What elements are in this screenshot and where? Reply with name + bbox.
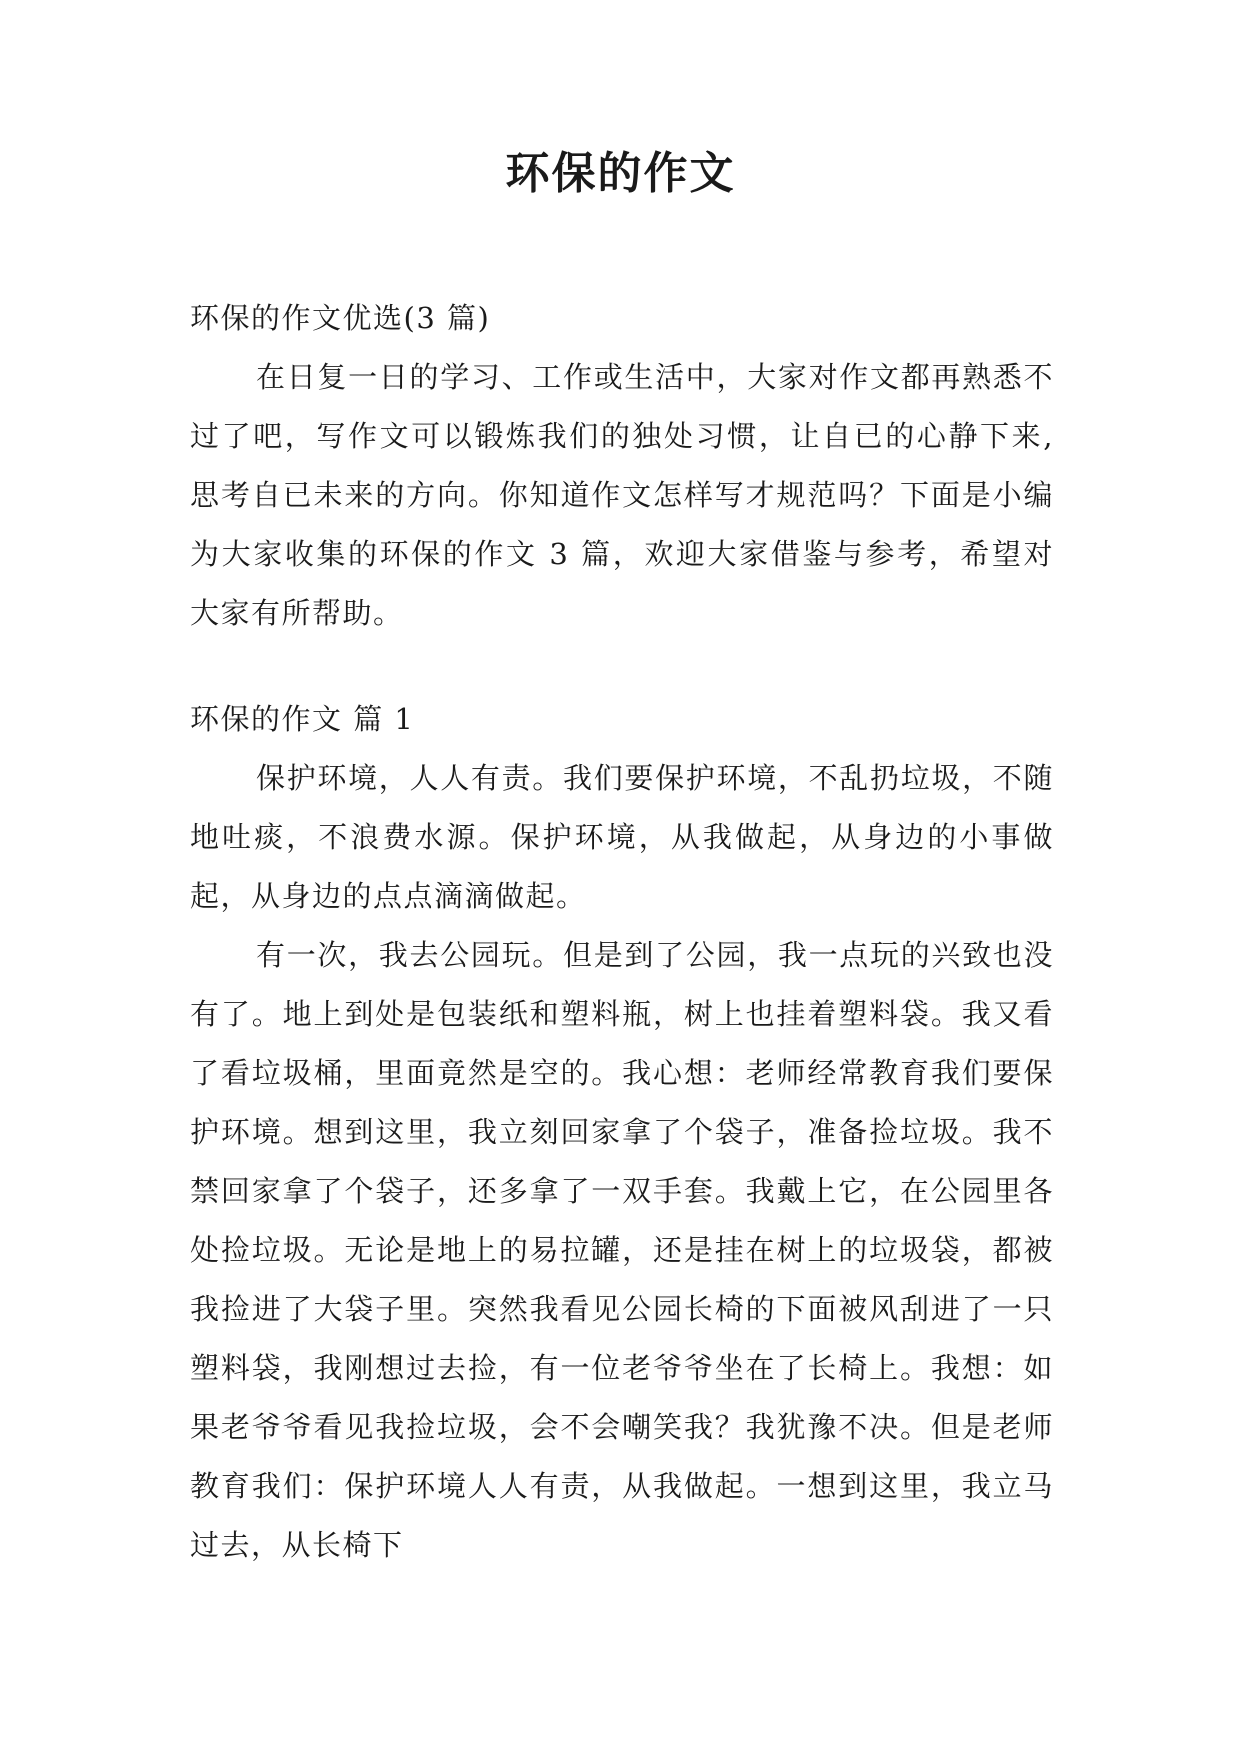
document-body (190, 289, 1054, 1575)
section-gap (190, 643, 1054, 690)
section-1-paragraph-1: 保护环境，人人有责。我们要保护环境，不乱扔垃圾，不随地吐痰，不浪费水源。保护环境，从我做起，从身边的小事做起，从身边的点点滴滴做起。 (190, 761, 1054, 913)
document-subtitle: 环保的作文优选(3 篇) (190, 301, 491, 335)
document-title: 环保的作文 (505, 148, 736, 199)
intro-paragraph: 在日复一日的学习、工作或生活中，大家对作文都再熟悉不过了吧，写作文可以锻炼我们的独处习惯，让自已的心静下来,思考自已未来的方向。你知道作文怎样写才规范吗？下面是小编为大家收集的环保的作文 3 篇，欢迎大家借鉴与参考，希望对大家有所帮助。 (190, 360, 1054, 630)
section-1-heading: 环保的作文 篇 1 (190, 702, 415, 736)
section-1-paragraph-2: 有一次，我去公园玩。但是到了公园，我一点玩的兴致也没有了。地上到处是包装纸和塑料瓶，树上也挂着塑料袋。我又看了看垃圾桶，里面竟然是空的。我心想：老师经常教育我们要保护环境。想到这里，我立刻回家拿了个袋子，准备捡垃圾。我不禁回家拿了个袋子，还多拿了一双手套。我戴上它，在公园里各处捡垃圾。无论是地上的易拉罐，还是挂在树上的垃圾袋，都被我捡进了大袋子里。突然我看见公园长椅的下面被风刮进了一只塑料袋，我刚想过去捡，有一位老爷爷坐在了长椅上。我想：如果老爷爷看见我捡垃圾，会不会嘲笑我？我犹豫不决。但是老师教育我们：保护环境人人有责，从我做起。一想到这里，我立马过去，从长椅下 (190, 938, 1054, 1562)
